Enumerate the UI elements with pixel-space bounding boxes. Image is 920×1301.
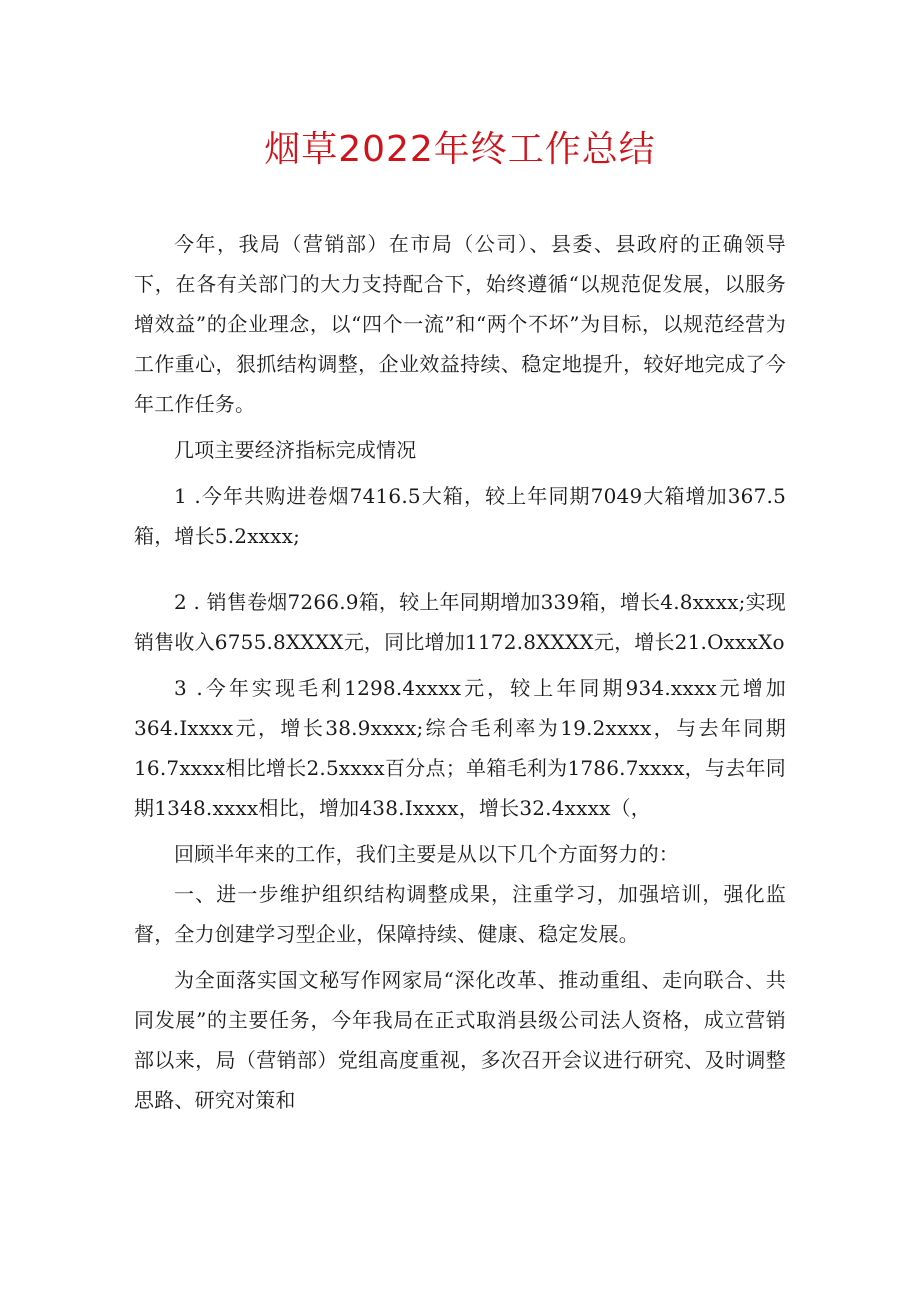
- document-body: [134, 224, 786, 1120]
- paragraph-item-3: 3 .今年实现毛利1298.4xxxx元，较上年同期934.xxxx元增加364.Ixxxx元，增长38.9xxxx;综合毛利率为19.2xxxx，与去年同期16.7xxxx相比增长2.5xxxx百分点；单箱毛利为1786.7xxxx，与去年同期1348.xxxx相比，增加438.Ixxxx，增长32.4xxxx（，: [134, 676, 786, 820]
- document-title: 烟草2022年终工作总结: [264, 129, 656, 170]
- paragraph-item-2: 2 . 销售卷烟7266.9箱，较上年同期增加339箱，增长4.8xxxx;实现销售收入6755.8XXXX元，同比增加1172.8XXXX元，增长21.OxxxXo: [134, 590, 786, 654]
- paragraph-section-1-heading: 一、进一步维护组织结构调整成果，注重学习，加强培训，强化监督，全力创建学习型企业，保障持续、健康、稳定发展。: [134, 882, 786, 946]
- paragraph-review: 回顾半年来的工作，我们主要是从以下几个方面努力的：: [174, 842, 679, 866]
- paragraph-indicators-heading: 几项主要经济指标完成情况: [174, 438, 417, 462]
- paragraph-section-1-body: 为全面落实国文秘写作网家局“深化改革、推动重组、走向联合、共同发展”的主要任务，今年我局在正式取消县级公司法人资格，成立营销部以来，局（营销部）党组高度重视，多次召开会议进行研究、及时调整思路、研究对策和: [134, 968, 786, 1112]
- paragraph-item-1: 1 .今年共购进卷烟7416.5大箱，较上年同期7049大箱增加367.5箱，增长5.2xxxx;: [134, 484, 786, 548]
- paragraph-intro: 今年，我局（营销部）在市局（公司）、县委、县政府的正确领导下，在各有关部门的大力支持配合下，始终遵循“以规范促发展，以服务增效益”的企业理念，以“四个一流”和“两个不坏”为目标，以规范经营为工作重心，狠抓结构调整，企业效益持续、稳定地提升，较好地完成了今年工作任务。: [134, 232, 786, 416]
